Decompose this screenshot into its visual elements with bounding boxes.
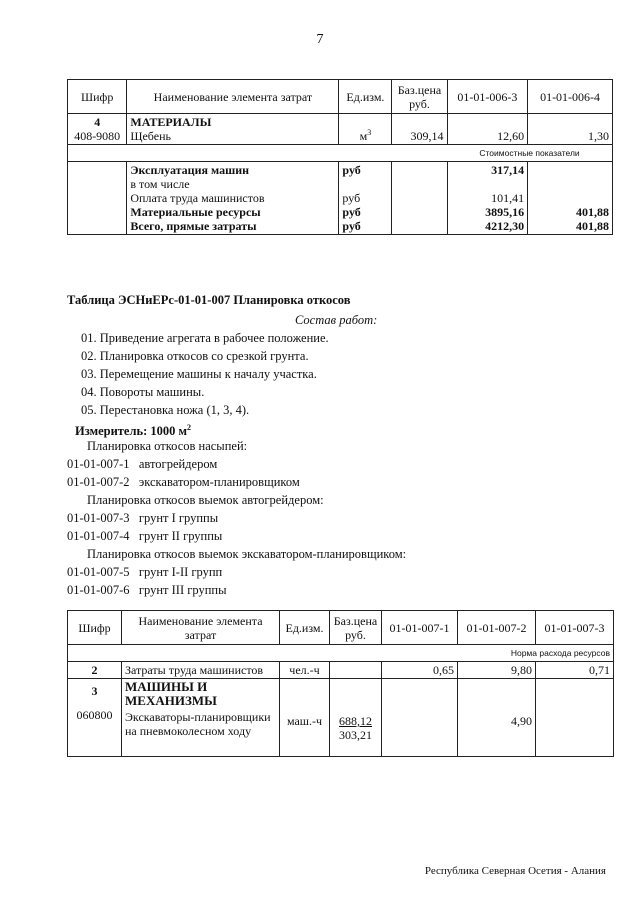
resource-name: Щебень	[130, 129, 171, 143]
section-title: МАШИНЫ И МЕХАНИЗМЫ	[125, 679, 217, 708]
list-item	[67, 474, 300, 490]
work-step: 02. Планировка откосов со срезкой грунта.	[81, 349, 309, 363]
item-name: грунт III группы	[138, 583, 227, 597]
measure-exponent: 2	[187, 423, 192, 432]
resource-norm-subheader: Норма расхода ресурсов	[382, 645, 614, 662]
list-item	[67, 528, 222, 544]
item-name: грунт I-II групп	[138, 565, 223, 579]
item-name: грунт II группы	[138, 529, 223, 543]
row-value-007-2: 9,80	[458, 662, 536, 679]
list-item	[67, 564, 222, 580]
work-step: 05. Перестановка ножа (1, 3, 4).	[81, 403, 250, 417]
col-header-code: Шифр	[68, 80, 127, 114]
item-name: экскаватором-планировщиком	[138, 475, 300, 489]
summary-block	[68, 162, 613, 235]
unit-exponent: 3	[367, 128, 372, 137]
summary-unit: руб	[342, 219, 361, 233]
group-title: Планировка откосов выемок автогрейдером:	[87, 493, 324, 507]
work-composition-title: Состав работ:	[295, 313, 378, 327]
summary-name: Всего, прямые затраты	[130, 219, 257, 233]
col-header-price: Баз.цена руб.	[392, 80, 447, 114]
footer-region: Республика Северная Осетия - Алания	[424, 865, 606, 877]
section-title: МАТЕРИАЛЫ	[130, 115, 212, 129]
cost-indicators-subheader: Стоимостные показатели	[447, 145, 612, 162]
col-header-price: Баз.цена руб.	[330, 611, 382, 645]
table-row	[68, 679, 614, 757]
table-row	[68, 114, 613, 145]
section-number: 4	[94, 115, 101, 129]
resource-code: 408-9080	[74, 129, 121, 143]
row-value-007-1: 0,65	[382, 662, 458, 679]
machine-price-secondary: 303,21	[339, 728, 372, 742]
machine-code: 060800	[76, 708, 113, 722]
item-name: грунт I группы	[138, 511, 219, 525]
item-code: 01-01-007-6	[67, 583, 130, 597]
table-title: Таблица ЭСНиЕРс-01-01-007 Планировка откосов	[67, 293, 351, 307]
resource-value-006-3: 12,60	[447, 114, 528, 145]
group-title: Планировка откосов выемок экскаватором-планировщиком:	[87, 547, 407, 561]
summary-value: 401,88	[576, 219, 609, 233]
col-header-code: Шифр	[68, 611, 122, 645]
resource-value-006-4: 1,30	[528, 114, 613, 145]
list-item	[67, 582, 226, 598]
section-number: 3	[91, 684, 98, 698]
item-code: 01-01-007-4	[67, 529, 130, 543]
item-name: автогрейдером	[138, 457, 218, 471]
item-code: 01-01-007-1	[67, 457, 130, 471]
list-item	[67, 456, 217, 472]
machine-name: Экскаваторы-планировщики на пневмоколесном ходу	[125, 710, 271, 738]
summary-unit: руб	[342, 205, 361, 219]
machine-price: 688,12	[339, 714, 372, 728]
resource-price: 309,14	[392, 114, 447, 145]
col-header-006-4: 01-01-006-4	[528, 80, 613, 114]
work-step: 01. Приведение агрегата в рабочее положение.	[81, 331, 329, 345]
summary-value: 401,88	[576, 205, 609, 219]
item-code: 01-01-007-3	[67, 511, 130, 525]
resource-table-006	[67, 79, 613, 235]
col-header-unit: Ед.изм.	[280, 611, 330, 645]
summary-name: Оплата труда машинистов	[130, 191, 265, 205]
summary-unit: руб	[342, 163, 361, 177]
page-number: 7	[316, 32, 324, 47]
summary-unit: руб	[342, 191, 361, 205]
col-header-name: Наименование элемента затрат	[127, 80, 339, 114]
col-header-006-3: 01-01-006-3	[447, 80, 528, 114]
work-step: 03. Перемещение машины к началу участка.	[81, 367, 317, 381]
col-header-unit: Ед.изм.	[339, 80, 392, 114]
col-header-007-3: 01-01-007-3	[536, 611, 614, 645]
measure-unit: Измеритель: 1000 м	[75, 424, 188, 439]
summary-name: в том числе	[130, 177, 190, 191]
summary-value: 3895,16	[485, 205, 525, 219]
summary-value: 4212,30	[485, 219, 525, 233]
resource-unit: м	[359, 129, 368, 143]
summary-value: 317,14	[491, 163, 525, 177]
work-step: 04. Повороты машины.	[81, 385, 205, 399]
col-header-007-2: 01-01-007-2	[458, 611, 536, 645]
row-name: Затраты труда машинистов	[122, 662, 280, 679]
resource-table-007	[67, 610, 614, 757]
group-title: Планировка откосов насыпей:	[87, 439, 248, 453]
item-code: 01-01-007-2	[67, 475, 130, 489]
item-code: 01-01-007-5	[67, 565, 130, 579]
col-header-name: Наименование элемента затрат	[122, 611, 280, 645]
col-header-007-1: 01-01-007-1	[382, 611, 458, 645]
summary-name: Эксплуатация машин	[130, 163, 250, 177]
machine-value-007-2: 4,90	[511, 714, 532, 728]
row-unit: чел.-ч	[280, 662, 330, 679]
summary-name: Материальные ресурсы	[130, 205, 261, 219]
row-code: 2	[68, 662, 122, 679]
summary-value: 101,41	[491, 191, 525, 205]
machine-unit: маш.-ч	[286, 714, 323, 728]
table-row	[68, 662, 614, 679]
list-item	[67, 510, 218, 526]
row-value-007-3: 0,71	[536, 662, 614, 679]
